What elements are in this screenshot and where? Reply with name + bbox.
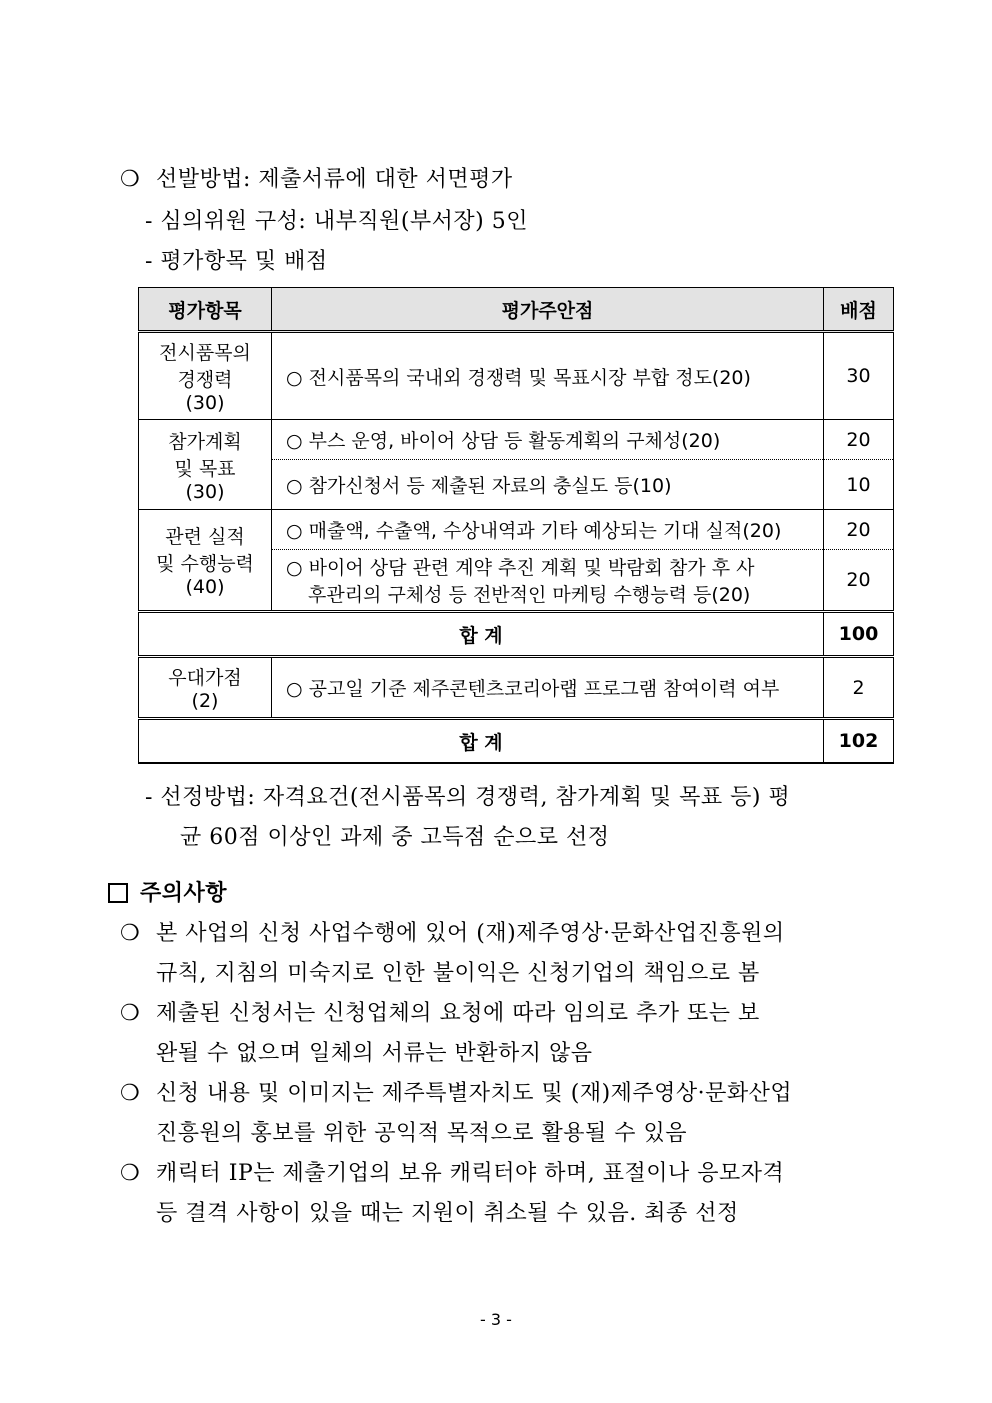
notice-item: ❍ 제출된 신청서는 신청업체의 요청에 따라 임의로 추가 또는 보 — [120, 1001, 760, 1026]
row-desc: ○ 참가신청서 등 제출된 자료의 충실도 등(10) — [272, 460, 824, 510]
notice-item-cont: 규칙, 지침의 미숙지로 인한 불이익은 신청기업의 책임으로 봄 — [156, 961, 760, 986]
evaluation-items-line: - 평가항목 및 배점 — [145, 249, 328, 274]
total-row — [139, 612, 894, 657]
row-score: 20 — [824, 420, 894, 460]
row-score: 20 — [824, 510, 894, 550]
row-item: 전시품목의 경쟁력 (30) — [139, 332, 272, 420]
header-focus: 평가주안점 — [272, 288, 824, 332]
row-score: 10 — [824, 460, 894, 510]
circle-bullet-icon: ❍ — [120, 1161, 141, 1186]
notice-item-cont: 완될 수 없으며 일체의 서류는 반환하지 않음 — [156, 1041, 593, 1066]
page-number: - 3 - — [480, 1310, 512, 1329]
selection-method-line2: 균 60점 이상인 과제 중 고득점 순으로 선정 — [180, 825, 610, 850]
row-item: 참가계획 및 목표 (30) — [139, 420, 272, 510]
table-row — [139, 420, 894, 460]
total-score: 100 — [824, 612, 894, 657]
checkbox-square-icon — [108, 883, 128, 903]
notice-item: ❍ 신청 내용 및 이미지는 제주특별자치도 및 (재)제주영상·문화산업 — [120, 1081, 793, 1106]
row-desc: ○ 부스 운영, 바이어 상담 등 활동계획의 구체성(20) — [272, 420, 824, 460]
bonus-row — [139, 657, 894, 719]
selection-method-line1: - 선정방법: 자격요건(전시품목의 경쟁력, 참가계획 및 목표 등) 평 — [145, 785, 791, 810]
selection-heading: ❍ 선발방법: 제출서류에 대한 서면평가 — [120, 167, 513, 192]
header-score: 배점 — [824, 288, 894, 332]
grand-total-label: 합 계 — [139, 719, 824, 764]
bonus-item: 우대가점 (2) — [139, 657, 272, 719]
notice-item-cont: 등 결격 사항이 있을 때는 지원이 취소될 수 있음. 최종 선정 — [156, 1201, 739, 1226]
table-row — [139, 332, 894, 420]
circle-bullet-icon: ❍ — [120, 1081, 141, 1106]
grand-total-score: 102 — [824, 719, 894, 764]
row-item: 관련 실적 및 수행능력 (40) — [139, 510, 272, 612]
circle-bullet-icon: ❍ — [120, 167, 141, 192]
total-label: 합 계 — [139, 612, 824, 657]
row-score: 20 — [824, 550, 894, 612]
bonus-desc: ○ 공고일 기준 제주콘텐츠코리아랩 프로그램 참여이력 여부 — [272, 657, 824, 719]
circle-bullet-icon: ❍ — [120, 1001, 141, 1026]
row-desc: ○ 전시품목의 국내외 경쟁력 및 목표시장 부합 정도(20) — [272, 332, 824, 420]
row-score: 30 — [824, 332, 894, 420]
table-row — [139, 510, 894, 550]
header-item: 평가항목 — [139, 288, 272, 332]
circle-bullet-icon: ❍ — [120, 921, 141, 946]
notice-item: ❍ 본 사업의 신청 사업수행에 있어 (재)제주영상·문화산업진흥원의 — [120, 921, 785, 946]
notice-item: ❍ 캐릭터 IP는 제출기업의 보유 캐릭터야 하며, 표절이나 응모자격 — [120, 1161, 785, 1186]
row-desc: ○ 바이어 상담 관련 계약 추진 계획 및 박람회 참가 후 사 후관리의 구체성 등 전반적인 마케팅 수행능력 등(20) — [272, 550, 824, 612]
grand-total-row — [139, 719, 894, 764]
committee-line: - 심의위원 구성: 내부직원(부서장) 5인 — [145, 209, 529, 234]
notice-title: 주의사항 — [108, 876, 227, 907]
row-desc: ○ 매출액, 수출액, 수상내역과 기타 예상되는 기대 실적(20) — [272, 510, 824, 550]
bonus-score: 2 — [824, 657, 894, 719]
notice-item-cont: 진흥원의 홍보를 위한 공익적 목적으로 활용될 수 있음 — [156, 1121, 687, 1146]
evaluation-table — [138, 287, 894, 764]
